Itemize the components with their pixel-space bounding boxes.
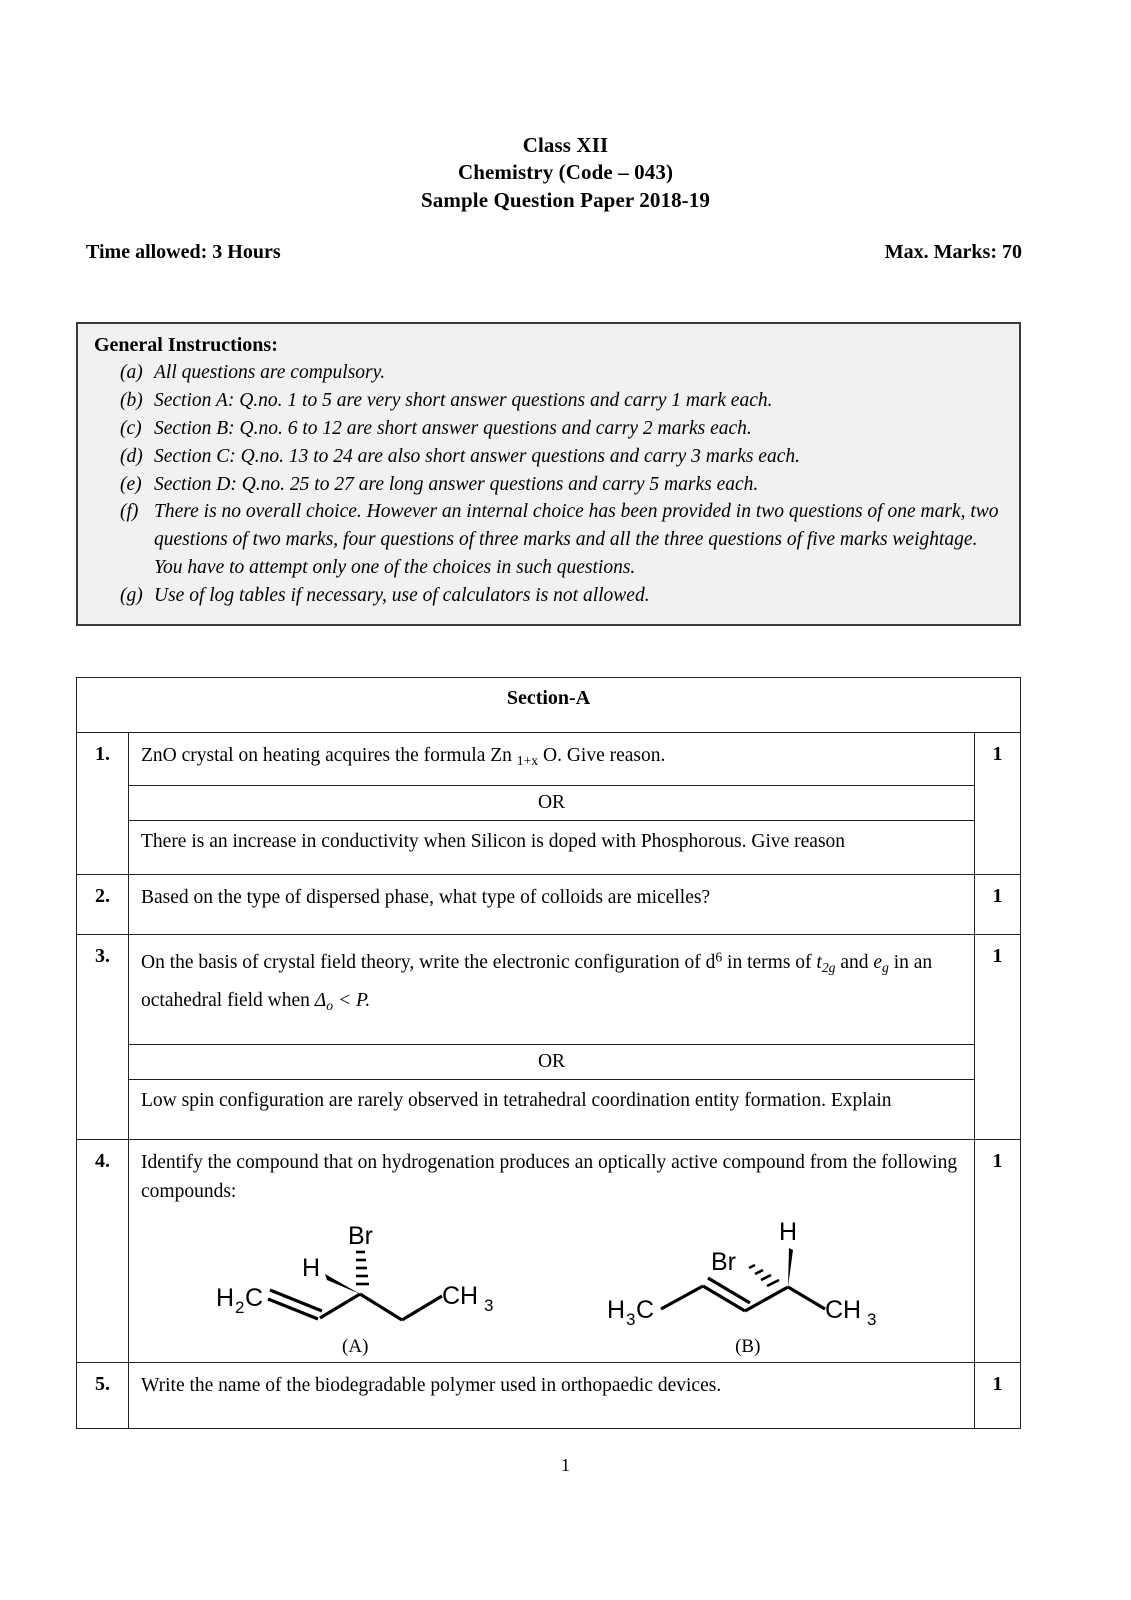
instruction-text: All questions are compulsory. [154, 362, 386, 383]
question-body [129, 1140, 975, 1363]
instruction-marker: (g) [120, 585, 143, 606]
hashed-wedge-br [749, 1265, 779, 1286]
bold-wedge-h [325, 1274, 360, 1294]
title-paper: Sample Question Paper 2018-19 [421, 187, 710, 212]
bold-wedge-h [788, 1248, 793, 1287]
instruction-text: Section D: Q.no. 25 to 27 are long answer questions and carry 5 marks each. [154, 473, 759, 495]
instruction-marker: (f) [120, 501, 139, 523]
document-title-block [0, 132, 1131, 214]
instruction-text: Section B: Q.no. 6 to 12 are short answer questions and carry 2 marks each. [154, 417, 752, 439]
question-text-part: in an octahedral field when [141, 952, 933, 1012]
question-marks: 1 [975, 935, 1021, 1140]
question-number: 2. [77, 874, 129, 934]
question-number: 5. [77, 1362, 129, 1428]
atom-label-ch3: CH [824, 1295, 861, 1324]
instruction-text: Section A: Q.no. 1 to 5 are very short answer questions and carry 1 mark each. [154, 389, 773, 411]
structure-b-diagram [603, 1214, 893, 1334]
structure-b-label: (B) [735, 1335, 761, 1357]
symbol-t2g-subscript: 2g [821, 959, 836, 975]
question-marks: 1 [975, 733, 1021, 875]
symbol-eg: e [873, 952, 883, 974]
instruction-item [94, 415, 1005, 443]
or-label: OR [129, 1045, 974, 1080]
atom-label-br: Br [710, 1247, 736, 1276]
subscript-1plusx: 1+x [516, 752, 539, 768]
instruction-marker: (b) [120, 389, 143, 411]
atom-label-c: C [635, 1295, 654, 1324]
question-text-part: On the basis of crystal field theory, write the electronic configuration of d [141, 952, 716, 974]
section-heading: Section-A [77, 678, 1021, 733]
max-marks: Max. Marks: 70 [884, 241, 1022, 263]
table-row [129, 1080, 974, 1140]
question-body [129, 733, 975, 875]
instructions-list [94, 359, 1005, 610]
alternative-question-text: Low spin configuration are rarely observed in tetrahedral coordination entity formation. Explain [129, 1080, 974, 1140]
question-number: 4. [77, 1140, 129, 1363]
title-class: Class XII [522, 133, 609, 157]
time-allowed: Time allowed: 3 Hours [86, 241, 281, 263]
table-row [129, 1045, 974, 1080]
section-a-question-table [76, 677, 1021, 1429]
page-number: 1 [561, 1455, 570, 1475]
instruction-marker: (d) [120, 445, 143, 467]
atom-subscript-3: 3 [484, 1295, 494, 1315]
instruction-item [94, 359, 1005, 387]
question-text [129, 935, 974, 1044]
alternative-block [129, 1044, 974, 1139]
instruction-item [94, 443, 1005, 471]
instruction-text: Section C: Q.no. 13 to 24 are also short answer questions and carry 3 marks each. [154, 445, 800, 467]
atom-label-c: C [245, 1283, 264, 1312]
question-marks: 1 [975, 1362, 1021, 1428]
or-label: OR [129, 785, 974, 820]
instruction-item [94, 387, 1005, 415]
structure-a [210, 1214, 500, 1358]
structure-diagrams [129, 1208, 974, 1362]
instruction-marker: (e) [120, 473, 142, 495]
symbol-eg-subscript: g [882, 959, 889, 975]
atom-label-h2c: H [216, 1283, 235, 1312]
table-row [77, 935, 1021, 1140]
structure-a-label: (A) [342, 1335, 369, 1357]
question-marks: 1 [975, 1140, 1021, 1363]
instruction-text: Use of log tables if necessary, use of calculators is not allowed. [154, 585, 650, 606]
table-row [77, 1140, 1021, 1363]
alternative-block [129, 785, 974, 874]
question-text: Identify the compound that on hydrogenation produces an optically active compound from the following compounds: [141, 1152, 958, 1202]
question-text: Write the name of the biodegradable polymer used in orthopaedic devices. [141, 1374, 722, 1396]
instruction-marker: (c) [120, 417, 142, 439]
instruction-item [94, 471, 1005, 499]
table-row [77, 733, 1021, 875]
instruction-item [94, 498, 1005, 582]
alternative-question-text: There is an increase in conductivity when Silicon is doped with Phosphorous. Give reason [129, 820, 974, 874]
table-row [77, 678, 1021, 733]
atom-subscript-3: 3 [625, 1309, 636, 1329]
symbol-delta: Δ [314, 990, 327, 1012]
table-row [77, 1362, 1021, 1428]
symbol-delta-subscript: o [326, 997, 334, 1013]
table-row [129, 820, 974, 874]
structure-a-diagram [210, 1214, 500, 1334]
table-row [129, 785, 974, 820]
question-text-part: ZnO crystal on heating acquires the formula Zn [141, 745, 517, 766]
hashed-wedge-br [356, 1252, 369, 1284]
atom-subscript-3: 3 [866, 1309, 877, 1329]
question-text-part: < P. [333, 990, 371, 1012]
symbol-t2g: t [816, 952, 822, 974]
table-row [77, 874, 1021, 934]
question-text-part: and [835, 952, 874, 974]
atom-subscript-2: 2 [235, 1297, 245, 1317]
instruction-marker: (a) [120, 362, 143, 383]
question-number: 1. [77, 733, 129, 875]
instruction-text: There is no overall choice. However an internal choice has been provided in two questions of one mark, two questions of two marks, four questions of three marks and all the three questions of five marks weightage. You have to attempt only one of the choices in such questions. [154, 501, 999, 579]
exam-meta-row [86, 241, 1022, 264]
question-body [129, 874, 975, 934]
title-subject: Chemistry (Code – 043) [457, 160, 674, 185]
question-text-part: O. Give reason. [538, 745, 666, 766]
atom-label-ch3: CH [442, 1281, 479, 1310]
question-number: 3. [77, 935, 129, 1140]
general-instructions-box [76, 322, 1021, 626]
question-marks: 1 [975, 874, 1021, 934]
atom-label-h3c: H [606, 1295, 625, 1324]
question-body [129, 1362, 975, 1428]
question-text-part: in terms of [722, 952, 817, 974]
atom-label-h: H [302, 1253, 321, 1282]
atom-label-br: Br [348, 1221, 374, 1250]
superscript-6: 6 [715, 949, 723, 965]
question-body [129, 935, 975, 1140]
instructions-heading: General Instructions: [94, 334, 278, 356]
question-text: Based on the type of dispersed phase, what type of colloids are micelles? [141, 886, 711, 908]
instruction-item [94, 582, 1005, 610]
atom-label-h: H [778, 1217, 797, 1246]
structure-b [603, 1214, 893, 1358]
question-text [129, 733, 974, 785]
